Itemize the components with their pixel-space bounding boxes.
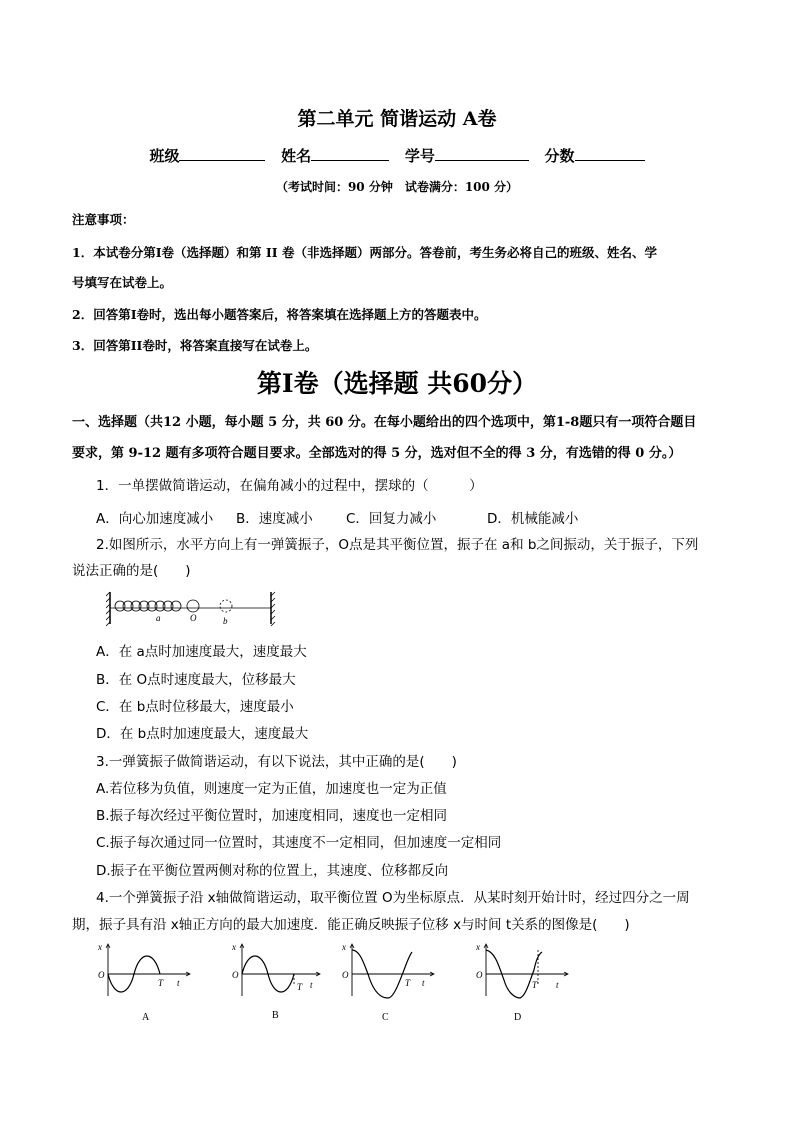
- q2-option-b: B．在 O点时速度最大，位移最大: [96, 672, 296, 688]
- name-blank[interactable]: [311, 146, 389, 161]
- section-instructions-line-1: 一、选择题（共12 小题，每小题 5 分，共 60 分。在每小题给出的四个选项中，第1-8题只有一项符合题目: [72, 415, 697, 430]
- graph-c-origin-label: O: [342, 970, 349, 980]
- graph-c-period-label: T: [405, 978, 411, 988]
- q2-stem-line-1: 2.如图所示，水平方向上有一弹簧振子，O点是其平衡位置，振子在 a和 b之间振动，关于振子，下列: [96, 537, 699, 553]
- graph-c-x-label: x: [342, 942, 346, 952]
- class-blank[interactable]: [179, 146, 265, 161]
- graph-c-caption: C: [382, 1012, 389, 1023]
- graph-d: [476, 940, 572, 1004]
- note-line-1: 1．本试卷分第Ⅰ卷（选择题）和第 II 卷（非选择题）两部分。答卷前，考生务必将自己的班级、姓名、学: [72, 245, 657, 260]
- graph-a-period-label: T: [158, 978, 164, 988]
- q2-option-c: C．在 b点时位移最大，速度最小: [96, 699, 294, 715]
- q1-option-c: C．回复力减小: [346, 511, 437, 527]
- q2-option-d: D．在 b点时加速度最大，速度最大: [96, 726, 309, 742]
- graph-b-x-label: x: [232, 942, 236, 952]
- graph-b-period-label: T: [297, 982, 303, 992]
- q1-option-a: A．向心加速度减小: [96, 511, 214, 527]
- graph-a-caption: A: [142, 1012, 150, 1023]
- label-b: b: [223, 616, 228, 626]
- page-title: 第二单元 简谐运动 A卷: [297, 108, 497, 130]
- q3-option-b: B.振子每次经过平衡位置时，加速度相同，速度也一定相同: [96, 808, 448, 824]
- q1-option-b: B．速度减小: [236, 511, 313, 527]
- graph-b: [232, 940, 328, 1004]
- graph-b-t-label: t: [310, 980, 313, 990]
- exam-time-note: （考试时间：90 分钟 试卷满分：100 分）: [275, 180, 519, 194]
- q2-stem-line-2: 说法正确的是( ): [72, 563, 191, 579]
- label-a: a: [156, 613, 161, 623]
- q3-option-a: A.若位移为负值，则速度一定为正值，加速度也一定为正值: [96, 781, 447, 797]
- q4-stem-line-2: 期，振子具有沿 x轴正方向的最大加速度．能正确反映振子位移 x与时间 t关系的图像是( ): [72, 917, 630, 933]
- graph-c-t-label: t: [422, 978, 425, 988]
- section-instructions-line-2: 要求，第 9-12 题有多项符合题目要求。全部选对的得 5 分，选对但不全的得 3 分，有选错的得 0 分。）: [72, 446, 682, 461]
- graph-d-origin-label: O: [476, 970, 483, 980]
- q3-option-d: D.振子在平衡位置两侧对称的位置上，其速度、位移都反向: [96, 863, 449, 879]
- score-blank[interactable]: [575, 146, 645, 161]
- q3-stem: 3.一弹簧振子做简谐运动，有以下说法，其中正确的是( ): [96, 754, 457, 770]
- note-line-2: 号填写在试卷上。: [72, 275, 173, 290]
- q1-option-d: D．机械能减小: [487, 511, 579, 527]
- notes-heading: 注意事项：: [72, 212, 135, 227]
- part-one-title: 第Ⅰ卷（选择题 共60分）: [256, 369, 538, 398]
- graph-a-x-label: x: [98, 942, 102, 952]
- spring-oscillator-figure: [106, 588, 282, 634]
- graph-d-t-label: t: [556, 980, 559, 990]
- name-label: 姓名: [281, 147, 312, 165]
- student-info-row: [0, 145, 794, 166]
- graph-a: [98, 940, 194, 1004]
- graph-b-origin-label: O: [232, 970, 239, 980]
- graph-d-x-label: x: [476, 942, 480, 952]
- graph-b-caption: B: [272, 1010, 279, 1021]
- q1-stem: 1．一单摆做简谐运动，在偏角减小的过程中，摆球的（ ）: [96, 478, 483, 494]
- id-label: 学号: [404, 147, 435, 165]
- q3-option-c: C.振子每次通过同一位置时，其速度不一定相同，但加速度一定相同: [96, 835, 502, 851]
- graph-c: [342, 940, 438, 1004]
- class-label: 班级: [149, 147, 180, 165]
- graph-d-caption: D: [514, 1012, 522, 1023]
- note-line-4: 3．回答第II卷时，将答案直接写在试卷上。: [72, 338, 318, 353]
- note-line-3: 2．回答第Ⅰ卷时，选出每小题答案后，将答案填在选择题上方的答题表中。: [72, 307, 487, 322]
- graph-a-t-label: t: [177, 978, 180, 988]
- label-O: O: [190, 613, 197, 623]
- id-blank[interactable]: [435, 146, 529, 161]
- q2-option-a: A．在 a点时加速度最大，速度最大: [96, 644, 307, 660]
- score-label: 分数: [544, 147, 575, 165]
- graph-a-origin-label: O: [98, 970, 105, 980]
- q4-stem-line-1: 4.一个弹簧振子沿 x轴做简谐运动，取平衡位置 O为坐标原点．从某时刻开始计时，经过四分之一周: [96, 890, 690, 906]
- graph-d-period-label: T: [532, 980, 538, 990]
